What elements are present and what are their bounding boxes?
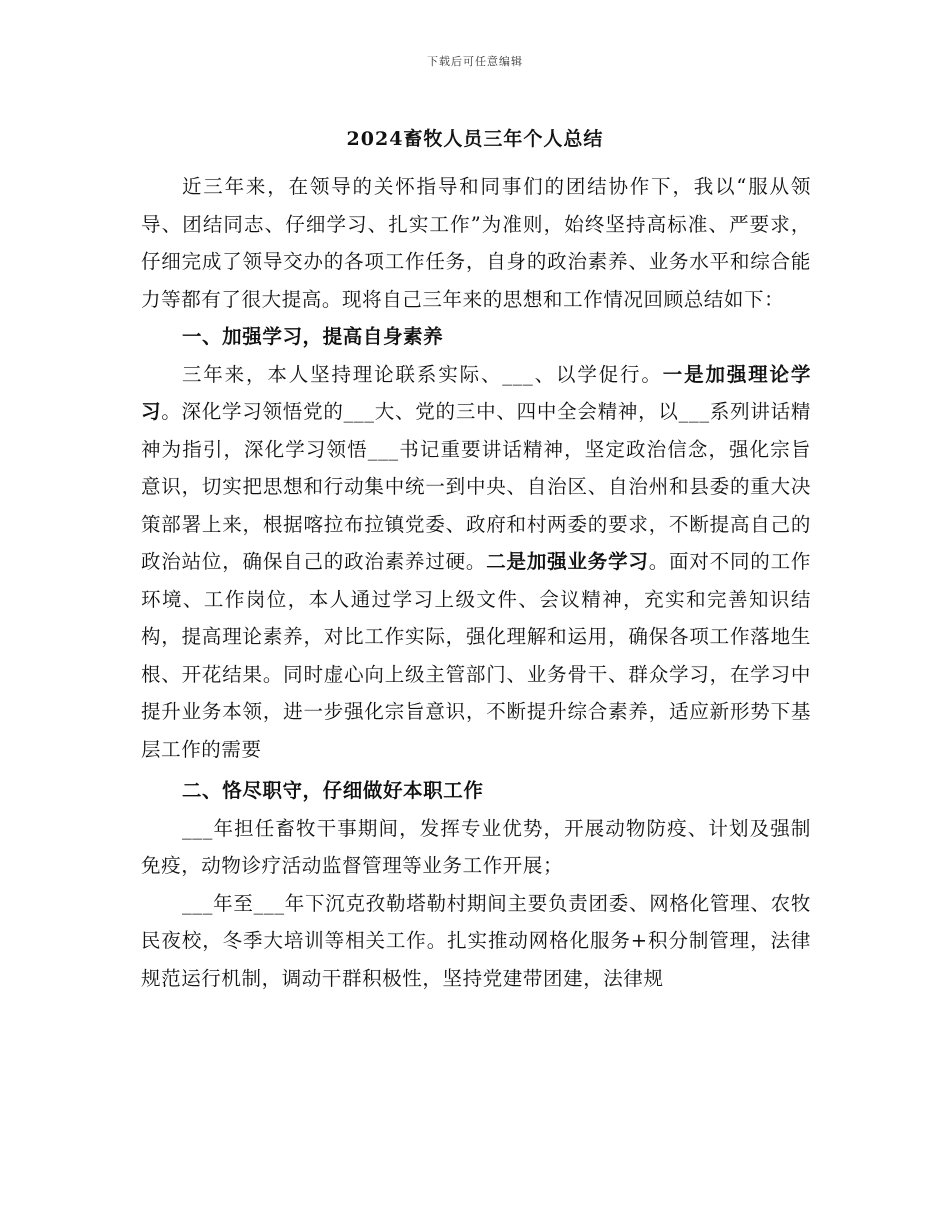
section-2-paragraph-2: ___年至___年下沉克孜勒塔勒村期间主要负责团委、网格化管理、农牧民夜校，冬季大培训等相关工作。扎实推动网格化服务+积分制管理，法律规范运行机制，调动干群积极性，坚持党建带团建，法律规 (141, 891, 811, 990)
section-2-heading: 二、恪尽职守，仔细做好本职工作 (181, 779, 484, 802)
document-body (141, 168, 811, 997)
intro-paragraph: 近三年来，在领导的关怀指导和同事们的团结协作下，我以“服从领导、团结同志、仔细学习、扎实工作”为准则，始终坚持高标准、严要求，仔细完成了领导交办的各项工作任务，自身的政治素养、业务水平和综合能力等都有了很大提高。现将自己三年来的思想和工作情况回顾总结如下： (141, 175, 811, 311)
section-1-text-mid: 。深化学习领悟党的___大、党的三中、四中全会精神，以___系列讲话精神为指引，深化学习领悟___书记重要讲话精神，坚定政治信念，强化宗旨意识，切实把思想和行动集中统一到中央、自治区、自治州和县委的重大决策部署上来，根据喀拉布拉镇党委、政府和村两委的要求，不断提高自己的政治站位，确保自己的政治素养过硬。 (141, 400, 811, 573)
header-note: 下载后可任意编辑 (427, 55, 523, 68)
section-1-paragraph (141, 356, 811, 769)
section-1-text-start: 三年来，本人坚持理论联系实际、___、以学促行。 (181, 362, 663, 386)
section-2-paragraph-1: ___年担任畜牧干事期间，发挥专业优势，开展动物防疫、计划及强制免疫，动物诊疗活动监督管理等业务工作开展； (141, 816, 811, 877)
section-1-bold-point-2: 二是加强业务学习 (486, 550, 649, 573)
section-1-heading: 一、加强学习，提高自身素养 (181, 325, 444, 348)
section-1-bold-point-1: 一是加强理论学习 (141, 362, 811, 423)
document-title: 2024畜牧人员三年个人总结 (346, 128, 604, 150)
section-1-text-end: 。面对不同的工作环境、工作岗位，本人通过学习上级文件、会议精神，充实和完善知识结构，提高理论素养，对比工作实际，强化理解和运用，确保各项工作落地生根、开花结果。同时虚心向上级主管部门、业务骨干、群众学习，在学习中提升业务本领，进一步强化宗旨意识，不断提升综合素养，适应新形势下基层工作的需要 (141, 550, 811, 761)
